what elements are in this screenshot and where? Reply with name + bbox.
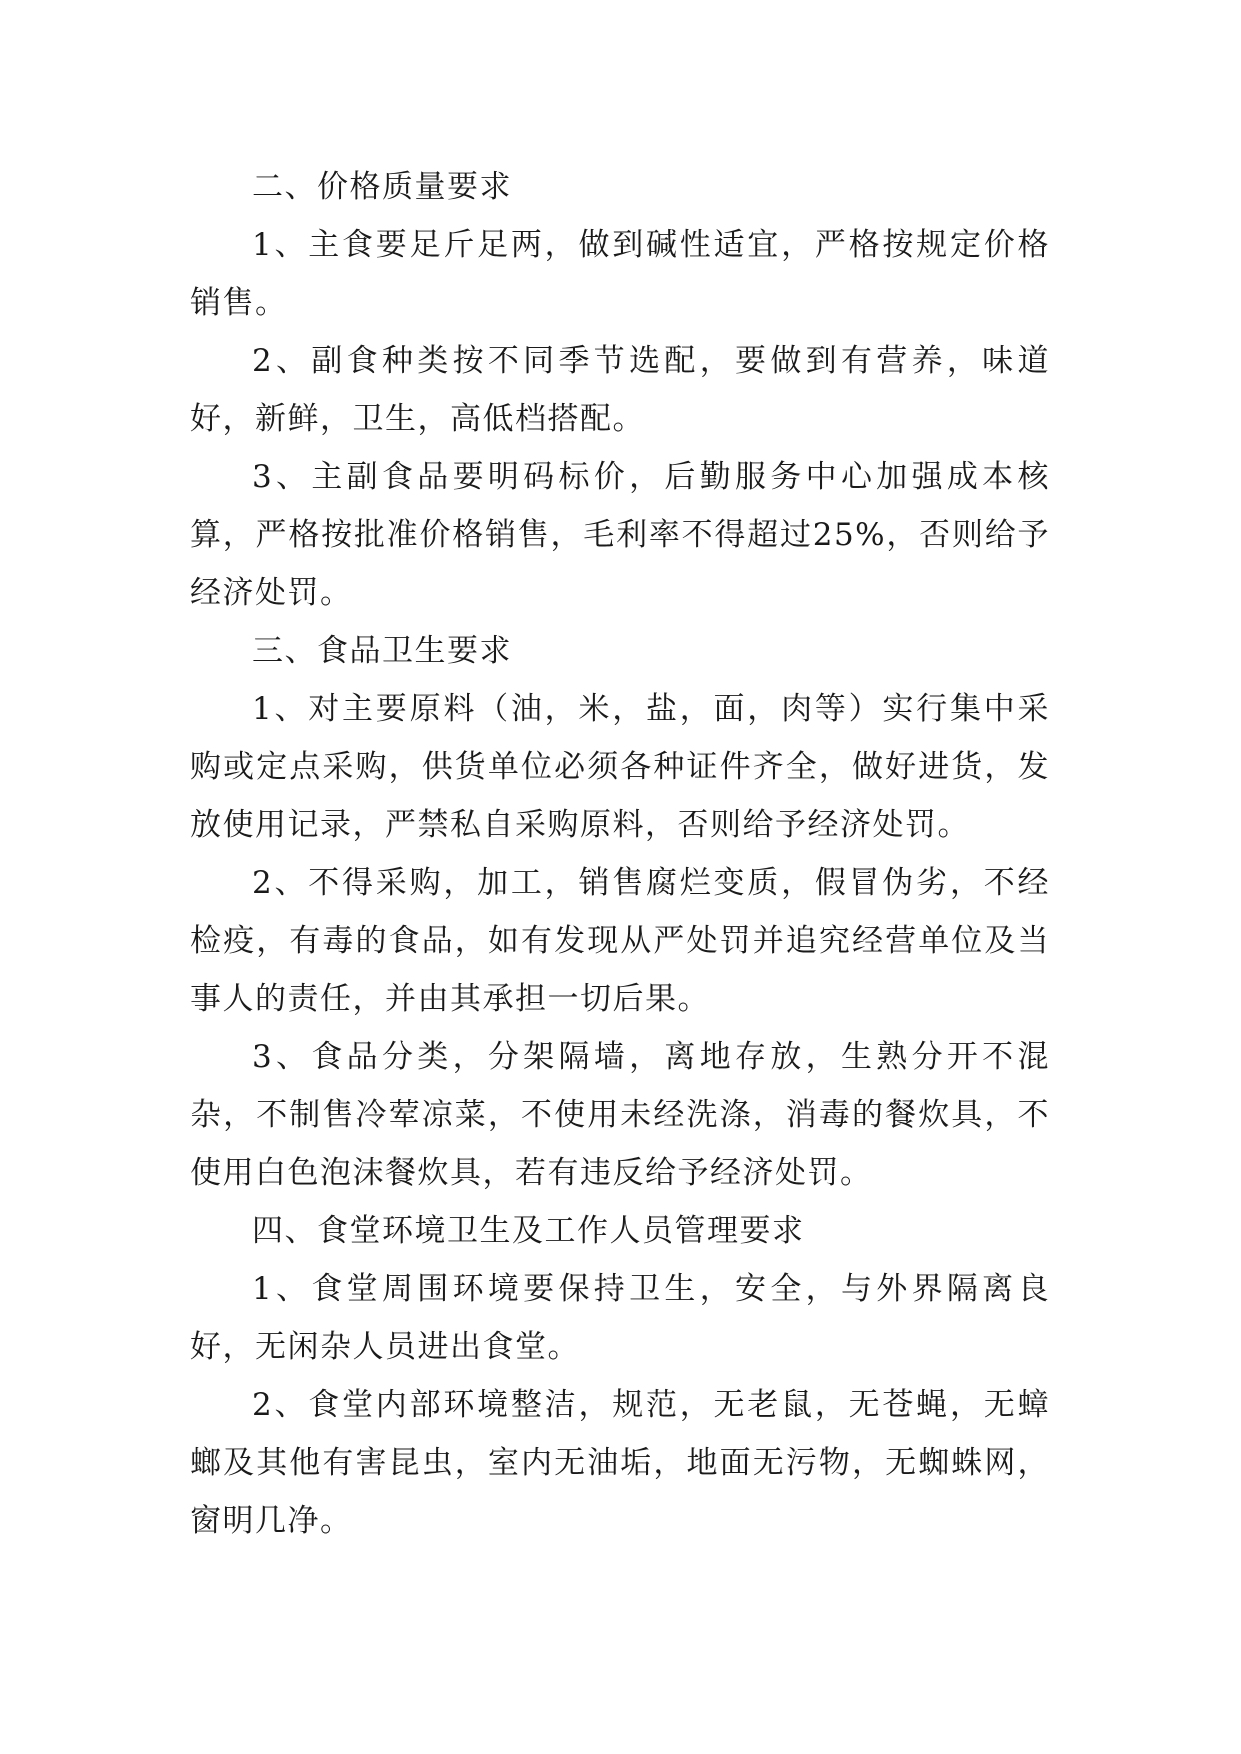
paragraph-prohibited-food: 2、不得采购，加工，销售腐烂变质，假冒伪劣，不经检疫，有毒的食品，如有发现从严处罚并追究经营单位及当事人的责任，并由其承担一切后果。 bbox=[190, 865, 1050, 1017]
paragraph-staple-food: 1、主食要足斤足两，做到碱性适宜，严格按规定价格销售。 bbox=[190, 227, 1050, 321]
paragraph-storage: 3、食品分类，分架隔墙，离地存放，生熟分开不混杂，不制售冷荤凉菜，不使用未经洗涤，消毒的餐炊具，不使用白色泡沫餐炊具，若有违反给予经济处罚。 bbox=[190, 1039, 1050, 1191]
paragraph-pricing: 3、主副食品要明码标价，后勤服务中心加强成本核算，严格按批准价格销售，毛利率不得超过25%，否则给予经济处罚。 bbox=[190, 459, 1050, 611]
paragraph-side-dishes: 2、副食种类按不同季节选配，要做到有营养，味道好，新鲜，卫生，高低档搭配。 bbox=[190, 343, 1050, 437]
paragraph-surroundings: 1、食堂周围环境要保持卫生，安全，与外界隔离良好，无闲杂人员进出食堂。 bbox=[190, 1271, 1050, 1365]
paragraph-interior: 2、食堂内部环境整洁，规范，无老鼠，无苍蝇，无蟑螂及其他有害昆虫，室内无油垢，地面无污物，无蜘蛛网，窗明几净。 bbox=[190, 1387, 1050, 1539]
section-heading-environment-staff: 四、食堂环境卫生及工作人员管理要求 bbox=[252, 1213, 805, 1249]
document-body bbox=[190, 158, 1050, 1550]
section-heading-food-hygiene: 三、食品卫生要求 bbox=[252, 633, 512, 669]
section-heading-price-quality: 二、价格质量要求 bbox=[252, 169, 512, 205]
paragraph-procurement: 1、对主要原料（油，米，盐，面，肉等）实行集中采购或定点采购，供货单位必须各种证件齐全，做好进货，发放使用记录，严禁私自采购原料，否则给予经济处罚。 bbox=[190, 691, 1050, 843]
